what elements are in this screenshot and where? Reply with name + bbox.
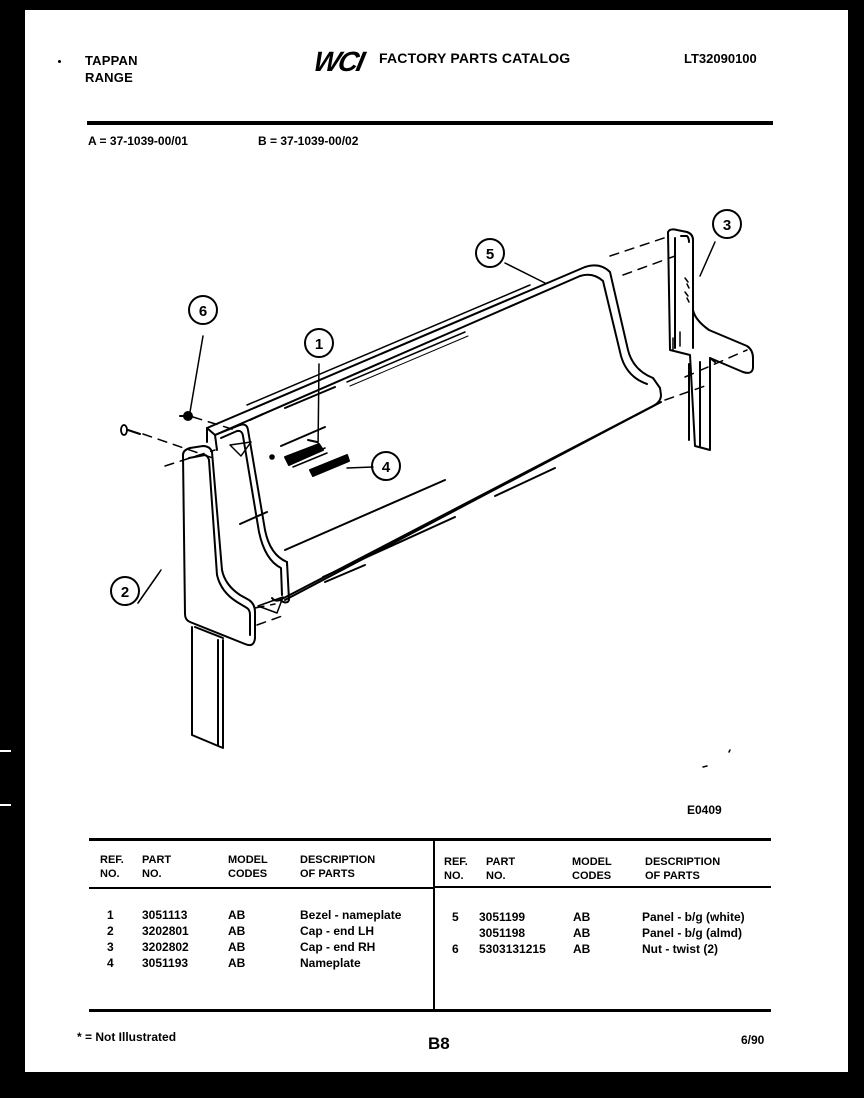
callout-1: 1 <box>314 336 324 353</box>
callout-2: 2 <box>120 584 130 601</box>
callout-4: 4 <box>381 459 391 476</box>
col-header-ref-right: REF. NO. <box>444 856 468 882</box>
leader-lines <box>138 242 715 603</box>
end-cap-rh <box>668 229 753 450</box>
col-header-ref: REF. NO. <box>100 854 124 880</box>
parts-table: REF. NO. PART NO. MODEL CODES DESCRIPTION OF PARTS REF. NO. PART NO. MODEL CODES DESCRIPTION OF PARTS 1 3051113 AB Bezel - nameplate 2 3202801 AB Cap - end LH 3 3202802 AB Cap - end RH 4 3051193 AB Nameplate 5 3051199 AB Panel - b/g (white) 3051198 AB Panel - b/g (almd) 6 5303131215 AB Nut - twist (2) <box>89 838 771 1012</box>
wci-logo: WCI <box>310 46 366 77</box>
col-header-model: MODEL CODES <box>228 854 268 880</box>
document-number: LT32090100 <box>684 51 757 66</box>
model-code-a: A = 37-1039-00/01 <box>88 134 188 148</box>
catalog-page <box>25 10 848 1072</box>
col-header-desc: DESCRIPTION OF PARTS <box>300 854 376 880</box>
col-header-part-right: PART NO. <box>486 856 516 882</box>
table-divider <box>433 841 435 1009</box>
callout-6: 6 <box>198 303 208 320</box>
col-header-model-right: MODEL CODES <box>572 856 612 882</box>
assembly-guide-lines <box>143 236 747 625</box>
catalog-title: FACTORY PARTS CATALOG <box>379 50 571 66</box>
col-header-desc-right: DESCRIPTION OF PARTS <box>645 856 721 882</box>
header-rule-left <box>89 887 433 889</box>
model-code-b: B = 37-1039-00/02 <box>258 134 359 148</box>
revision-date: 6/90 <box>741 1033 765 1047</box>
scan-specks <box>703 750 730 767</box>
callout-3: 3 <box>722 217 732 234</box>
exploded-parts-diagram <box>25 10 848 830</box>
callouts <box>111 210 741 605</box>
end-cap-lh <box>138 446 255 748</box>
backguard-panel <box>207 265 661 613</box>
scan-mark <box>0 804 11 806</box>
figure-id: E0409 <box>687 803 722 817</box>
header-rule-right <box>435 886 771 888</box>
page-number: B8 <box>428 1034 450 1053</box>
footnote: * = Not Illustrated <box>77 1030 177 1044</box>
brand-name: TAPPAN <box>85 53 138 68</box>
product-type: RANGE <box>85 70 133 85</box>
scan-mark <box>0 750 11 752</box>
col-header-part: PART NO. <box>142 854 172 880</box>
twist-nut <box>121 412 192 435</box>
callout-5: 5 <box>485 246 495 263</box>
